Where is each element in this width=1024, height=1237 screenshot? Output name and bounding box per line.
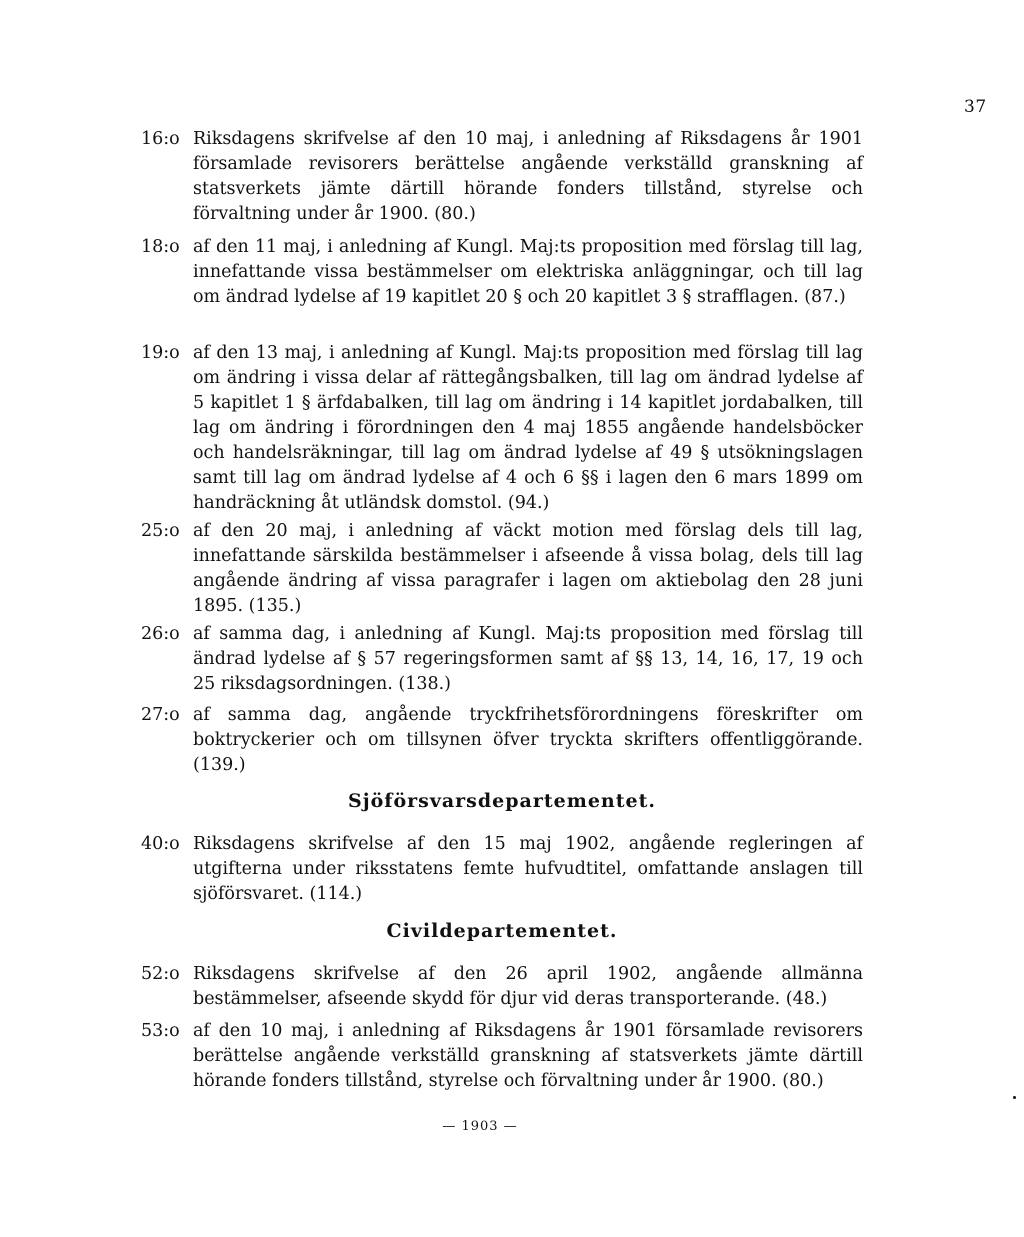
page-number: 37 xyxy=(964,97,987,117)
entry-text: af samma dag, i anledning af Kungl. Maj:ts proposition med förslag till ändrad lydelse af § 57 regeringsformen samt af §§ 13, 14, 16, 17, 19 och 25 riksdagsordningen. (138.) xyxy=(193,624,863,694)
entry-19 xyxy=(141,341,863,516)
page-footer: — 1903 — xyxy=(442,1119,518,1134)
entry-53 xyxy=(141,1019,863,1094)
entry-number: 18:o xyxy=(141,237,180,257)
entry-number: 40:o xyxy=(141,834,180,854)
entry-27 xyxy=(141,703,863,778)
entry-number: 27:o xyxy=(141,705,180,725)
entry-52 xyxy=(141,962,863,1012)
print-speck xyxy=(1013,1096,1016,1099)
entry-16 xyxy=(141,127,863,227)
entry-text: af den 10 maj, i anledning af Riksdagens år 1901 församlade revisorers berättelse angående verkställd granskning af statsverkets jämte därtill hörande fonders tillstånd, styrelse och förvaltning under år 1900. (80.) xyxy=(193,1021,863,1091)
entry-26 xyxy=(141,622,863,697)
entry-25 xyxy=(141,519,863,619)
entry-40 xyxy=(141,832,863,907)
entry-text: Riksdagens skrifvelse af den 10 maj, i anledning af Riksdagens år 1901 församlade revisorers berättelse angående verkställd granskning af statsverkets jämte därtill hörande fonders tillstånd, styrelse och förvaltning under år 1900. (80.) xyxy=(193,129,863,224)
entry-number: 52:o xyxy=(141,964,180,984)
entry-text: af samma dag, angående tryckfrihetsförordningens föreskrifter om boktryckerier och om tillsynen öfver tryckta skrifters offentliggörande. (139.) xyxy=(193,705,863,775)
entry-number: 53:o xyxy=(141,1021,180,1041)
entry-number: 19:o xyxy=(141,343,180,363)
section-heading-sjoforsvar: Sjöförsvarsdepartementet. xyxy=(348,790,656,812)
entry-18 xyxy=(141,235,863,310)
entry-text: af den 11 maj, i anledning af Kungl. Maj:ts proposition med förslag till lag, innefattande vissa bestämmelser om elektriska anläggningar, och till lag om ändrad lydelse af 19 kapitlet 20 § och 20 kapitlet 3 § strafflagen. (87.) xyxy=(193,237,863,307)
entry-text: af den 13 maj, i anledning af Kungl. Maj:ts proposition med förslag till lag om ändring i vissa delar af rättegångsbalken, till lag om ändrad lydelse af 5 kapitlet 1 § ärfdabalken, till lag om ändring i 14 kapitlet jordabalken, till lag om ändring i förordningen den 4 maj 1855 angående handelsböcker och handelsräkningar, till lag om ändrad lydelse af 49 § utsökningslagen samt till lag om ändrad lydelse af 4 och 6 §§ i lagen den 6 mars 1899 om handräckning åt utländsk domstol. (94.) xyxy=(193,343,863,513)
section-heading-civil: Civildepartementet. xyxy=(386,920,618,942)
entry-text: af den 20 maj, i anledning af väckt motion med förslag dels till lag, innefattande särskilda bestämmelser i afseende å vissa bolag, dels till lag angående ändring af vissa paragrafer i lagen om aktiebolag den 28 juni 1895. (135.) xyxy=(193,521,863,616)
entry-number: 16:o xyxy=(141,129,180,149)
entry-text: Riksdagens skrifvelse af den 26 april 1902, angående allmänna bestämmelser, afseende skydd för djur vid deras transporterande. (48.) xyxy=(193,964,863,1009)
entry-number: 26:o xyxy=(141,624,180,644)
entry-text: Riksdagens skrifvelse af den 15 maj 1902, angående regleringen af utgifterna under riksstatens femte hufvudtitel, omfattande anslagen till sjöförsvaret. (114.) xyxy=(193,834,863,904)
entry-number: 25:o xyxy=(141,521,180,541)
